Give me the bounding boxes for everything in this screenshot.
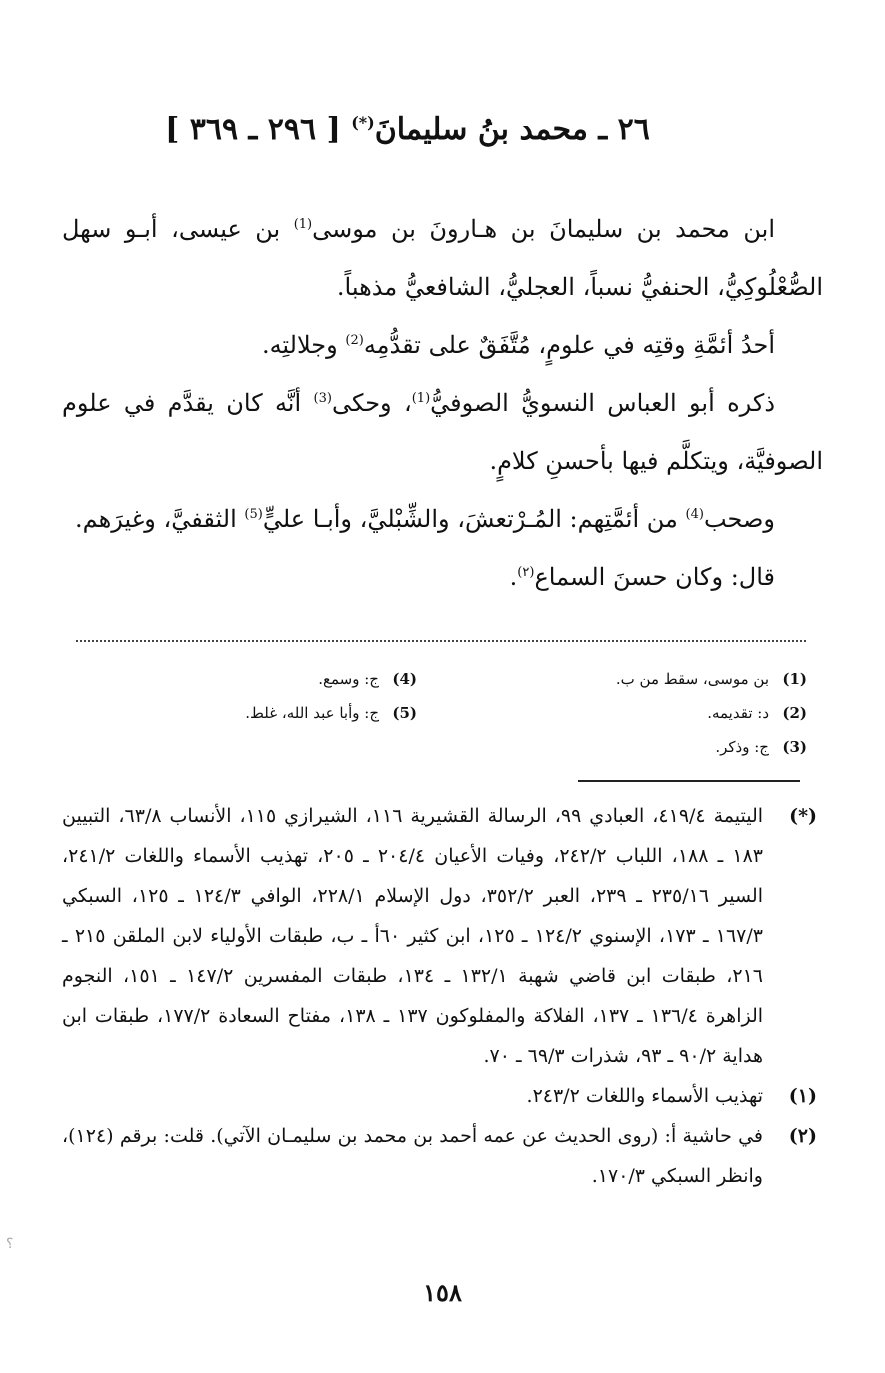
text-run: من أئمَّتِهم: المُـرْتعشَ، والشِّبْليَّ، وأبـا عليٍّ	[262, 505, 686, 533]
text-run: أنَّه كان يقدَّم في علوم الصوفيَّة، ويتكلَّم فيها بأحسنِ كلامٍ.	[62, 389, 823, 475]
note-text: ج: وذكر.	[715, 738, 769, 756]
footnote-mark: (1)	[411, 391, 431, 406]
text-run: ، وحكى	[331, 389, 412, 417]
paragraph-1	[62, 200, 823, 316]
text-run: بن عيسى، أبـو سهل الصُّعْلُوكِيُّ، الحنفيُّ نسباً، العجليُّ، الشافعيُّ مذهباً.	[62, 215, 823, 301]
editor-note	[457, 696, 807, 730]
note-text: د: تقديمه.	[707, 704, 769, 722]
paragraph-5	[62, 548, 823, 606]
note-number: (*)	[789, 805, 817, 827]
note-number: (3)	[782, 738, 807, 756]
reference-notes	[62, 796, 817, 1196]
entry-body	[62, 200, 823, 606]
text-run: وصحب	[703, 505, 775, 533]
dotted-separator	[76, 640, 806, 642]
text-run: وجلالتِه.	[261, 331, 346, 359]
text-run: الثقفيَّ، وغيرَهم.	[75, 505, 245, 533]
entry-heading	[120, 112, 695, 147]
footnote-mark: (1)	[293, 217, 313, 232]
reference-note	[62, 796, 817, 1076]
editor-note	[457, 730, 807, 764]
footnote-mark: (2)	[345, 333, 364, 348]
text-run: ابن محمد بن سليمانَ بن هـارونَ بن موسى	[312, 215, 775, 243]
note-text: في حاشية أ: (روى الحديث عن عمه أحمد بن محمد بن سليمـان الآتي). قلت: برقم (١٢٤)، وانظر السبكي ١٧٠/٣.	[62, 1125, 763, 1187]
text-run: قال: وكان حسنَ السماع	[534, 563, 775, 591]
footnote-mark: (5)	[244, 507, 263, 522]
paragraph-4	[62, 490, 823, 548]
note-text: اليتيمة ٤١٩/٤، العبادي ٩٩، الرسالة القشيرية ١١٦، الشيرازي ١١٥، الأنساب ٦٣/٨، التبيين ١٨٣ ـ ١٨٨، اللباب ٢٤٢/٢، وفيات الأعيان ٢٠٤/٤ ـ ٢٠٥، تهذيب الأسماء واللغات ٢٤١/٢، السير ٢٣٥/١٦ ـ ٢٣٩، العبر ٣٥٢/٢، دول الإسلام ٢٢٨/١، الوافي ١٢٤/٣ ـ ١٢٥، السبكي ١٦٧/٣ ـ ١٧٣، الإسنوي ١٢٤/٢ ـ ١٢٥، ابن كثير ٦٠أ ـ ب، طبقات الأولياء لابن الملقن ٢١٥ ـ ٢١٦، طبقات ابن قاضي شهبة ١٣٢/١ ـ ١٣٤، طبقات المفسرين ١٤٧/٢ ـ ١٥١، النجوم الزاهرة ١٣٦/٤ ـ ١٣٧، الفلاكة والمفلوكون ١٣٧ ـ ١٣٨، مفتاح السعادة ١٧٧/٢، طبقات ابن هداية ٩٠/٢ ـ ٩٣، شذرات ٦٩/٣ ـ ٧٠.	[62, 805, 764, 1067]
note-number: (١)	[788, 1085, 817, 1107]
footnote-mark: (٢)	[517, 565, 535, 580]
footnote-mark: (4)	[685, 507, 704, 522]
entry-dates: [ ٢٩٦ ـ ٣٦٩ ]	[165, 112, 341, 147]
text-run: .	[509, 563, 518, 591]
editor-note	[457, 662, 807, 696]
editor-notes-right-column	[457, 662, 807, 764]
editor-note	[77, 696, 417, 730]
footnote-mark: (3)	[313, 391, 332, 406]
reference-note	[62, 1076, 817, 1116]
note-number: (5)	[392, 704, 417, 722]
note-number: (1)	[782, 670, 807, 688]
editor-notes-left-column	[77, 662, 417, 730]
footnote-rule	[578, 780, 800, 782]
heading-note-mark: (*)	[351, 113, 375, 132]
note-number: (٢)	[788, 1125, 817, 1147]
note-text: تهذيب الأسماء واللغات ٢٤٣/٢.	[526, 1085, 763, 1107]
text-run: ذكره أبو العباس النسويُّ الصوفيُّ	[430, 389, 776, 417]
margin-mark: ؟	[6, 1236, 14, 1252]
note-number: (2)	[782, 704, 807, 722]
paragraph-3	[62, 374, 823, 490]
reference-note	[62, 1116, 817, 1196]
page-number: ١٥٨	[423, 1278, 462, 1307]
text-run: أحدُ أئمَّةِ وقتِه في علومٍ، مُتَّفَقٌ على تقدُّمِه	[363, 331, 775, 359]
note-text: ج: وأبا عبد الله، غلط.	[245, 704, 379, 722]
note-text: ج: وسمع.	[318, 670, 379, 688]
note-text: بن موسى، سقط من ب.	[615, 670, 769, 688]
paragraph-2	[62, 316, 823, 374]
note-number: (4)	[392, 670, 417, 688]
editor-note	[77, 662, 417, 696]
entry-title: ٢٦ ـ محمد بنُ سليمانَ	[374, 112, 650, 147]
